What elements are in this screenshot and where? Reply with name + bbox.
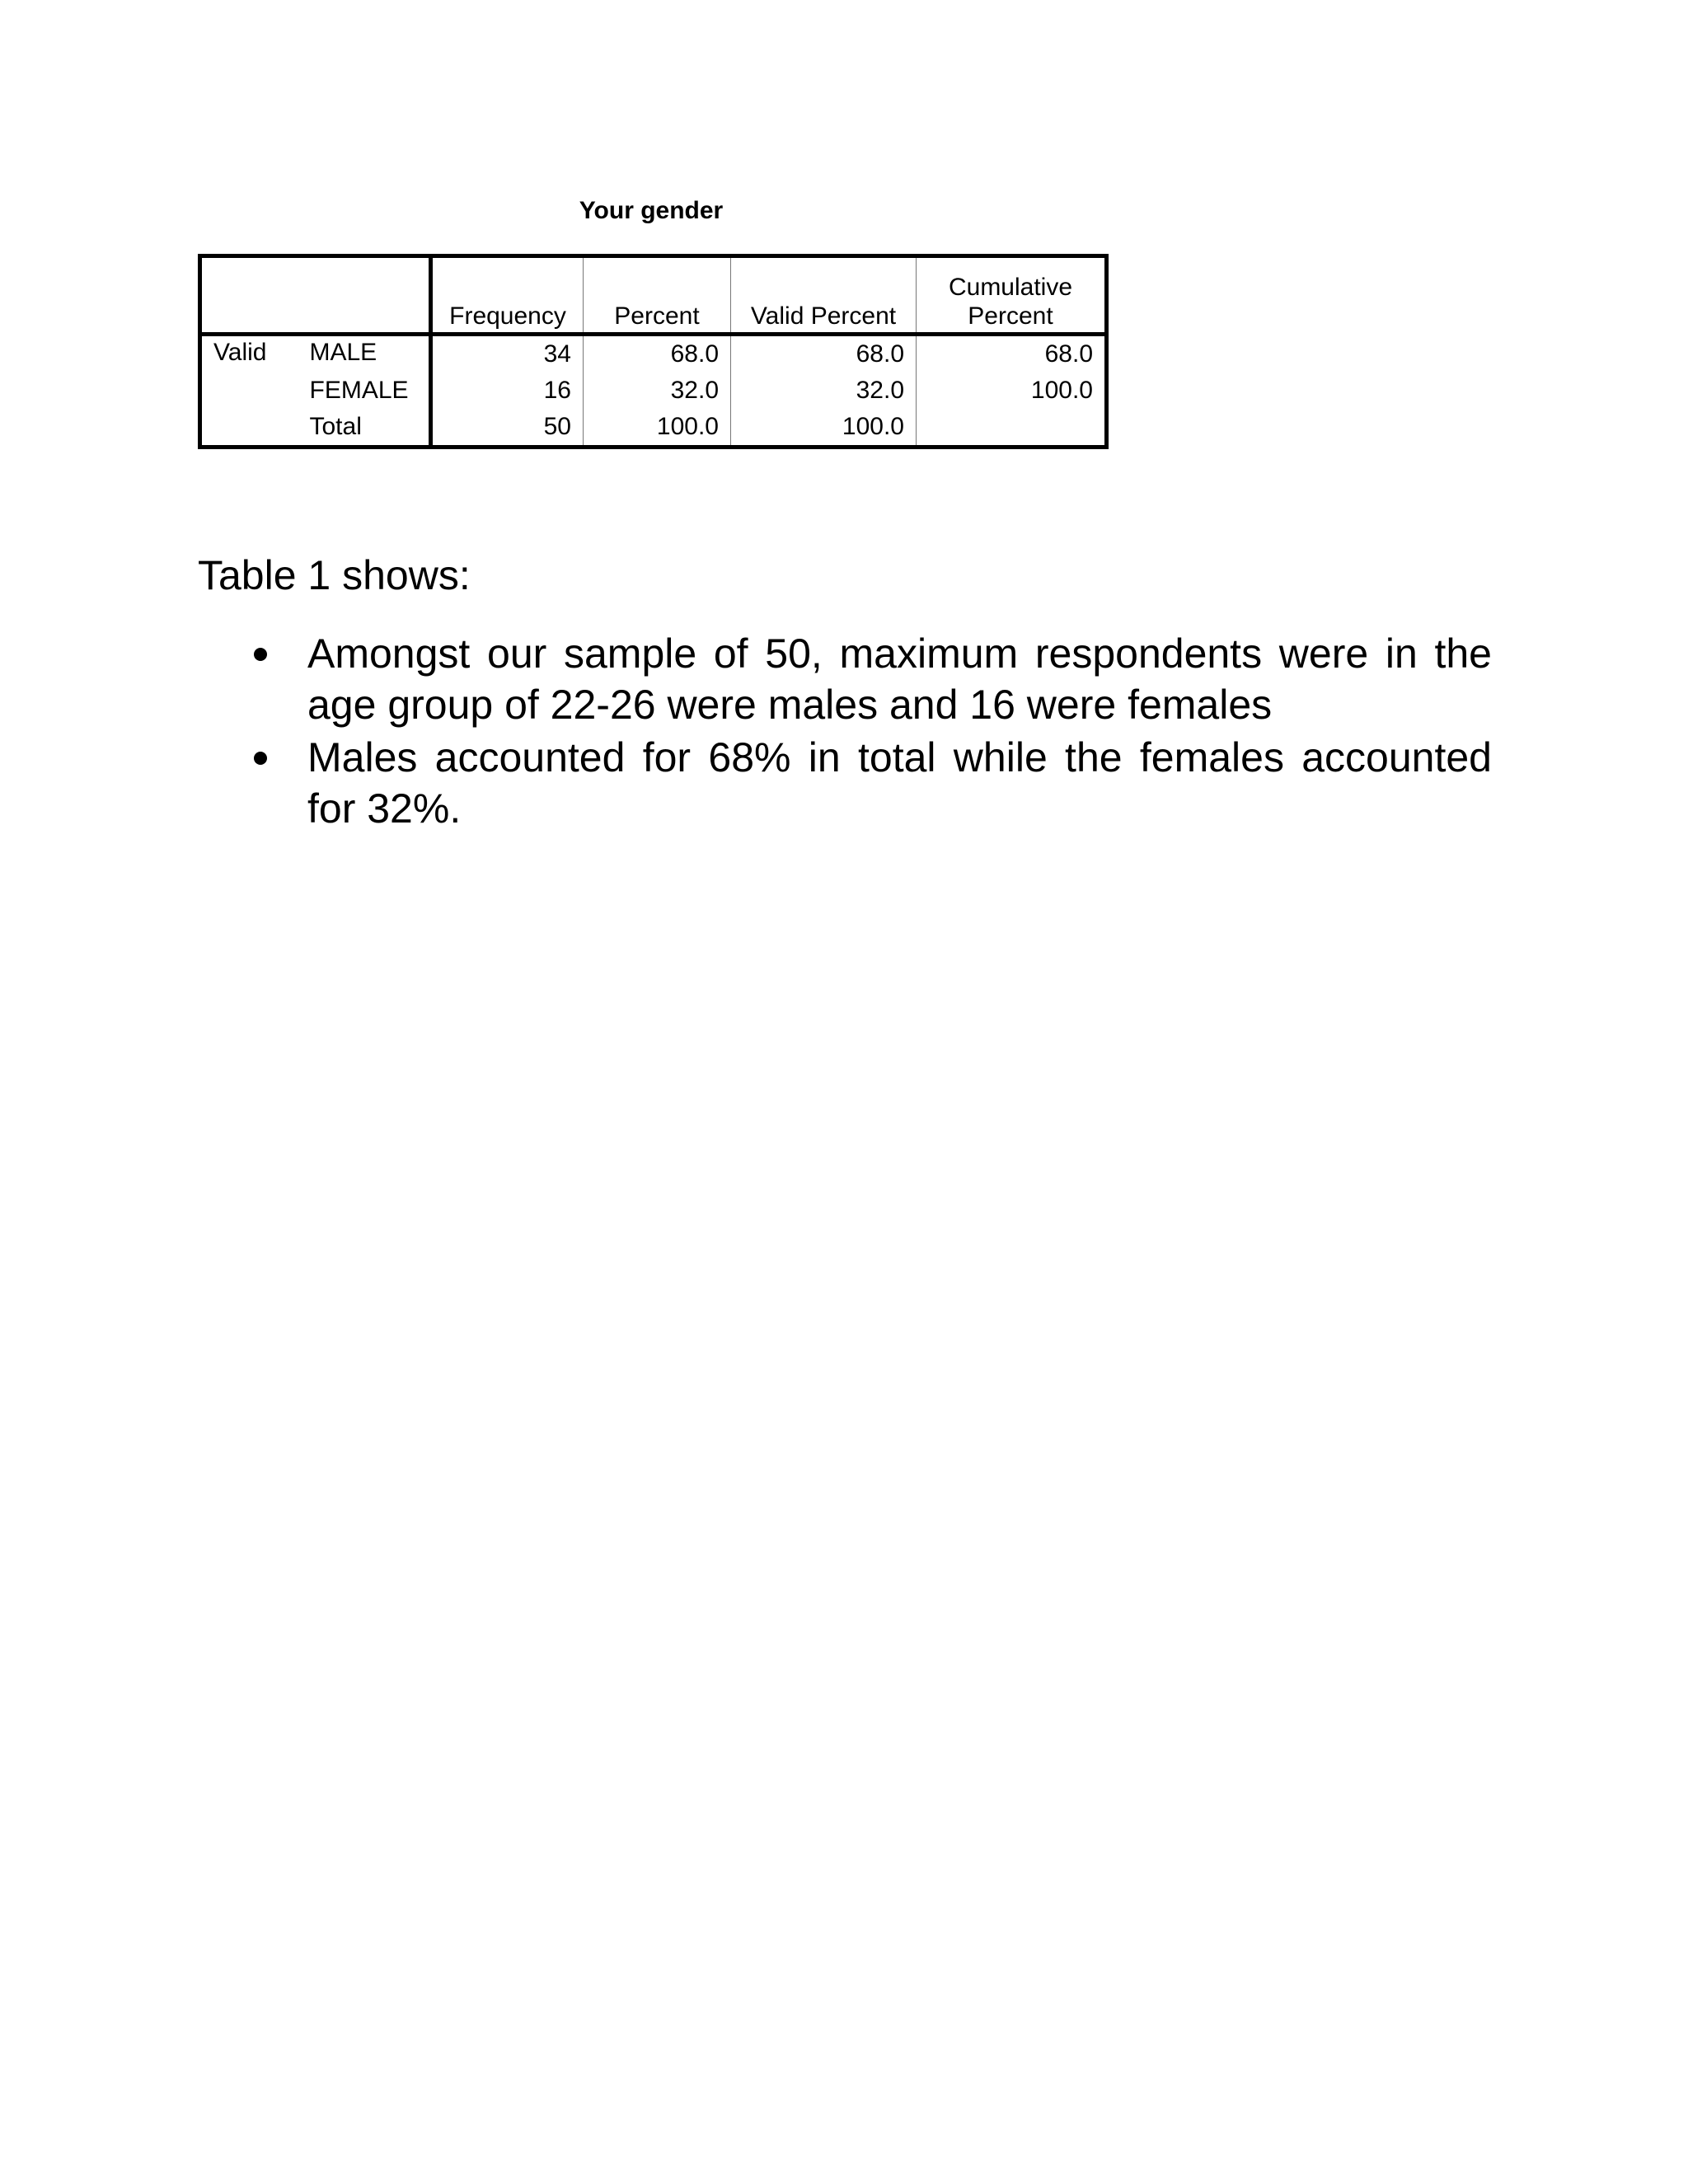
- header-cumulative-percent-text: Cumulative Percent: [948, 274, 1073, 330]
- cell-valid-percent: 32.0: [731, 373, 917, 409]
- row-group-label: Valid: [213, 339, 267, 366]
- list-item-text: Males accounted for 68% in total while the females accounted for 32%.: [307, 734, 1492, 832]
- cell-percent: 100.0: [584, 409, 731, 448]
- bullet-list: [198, 628, 1492, 836]
- cell-valid-percent: 68.0: [731, 335, 917, 373]
- table-header-row: [200, 256, 1107, 335]
- cell-frequency: 34: [431, 335, 584, 373]
- cell-frequency: 50: [431, 409, 584, 448]
- row-group-label-empty: [200, 409, 298, 448]
- header-valid-percent: Valid Percent: [731, 256, 917, 335]
- cell-cumulative-percent: 68.0: [917, 335, 1107, 373]
- table-title: Your gender: [579, 197, 724, 224]
- bullet-icon: [254, 648, 267, 661]
- header-blank-label: [298, 256, 431, 335]
- cell-valid-percent: 100.0: [731, 409, 917, 448]
- list-item: [198, 628, 1492, 730]
- cell-cumulative-percent: 100.0: [917, 373, 1107, 409]
- bullet-icon: [254, 752, 267, 765]
- header-blank-group: [200, 256, 298, 335]
- header-percent: Percent: [584, 256, 731, 335]
- cell-percent: 32.0: [584, 373, 731, 409]
- intro-text: Table 1 shows:: [198, 552, 471, 598]
- cell-cumulative-percent: [917, 409, 1107, 448]
- table-row: [200, 373, 1107, 409]
- row-label: FEMALE: [309, 377, 409, 404]
- cell-percent: 68.0: [584, 335, 731, 373]
- row-label: Total: [309, 413, 362, 440]
- row-label: MALE: [309, 339, 377, 366]
- frequency-table: [198, 254, 1109, 449]
- table-row: [200, 335, 1107, 373]
- header-frequency: Frequency: [431, 256, 584, 335]
- row-group-label-empty: [200, 373, 298, 409]
- header-cumulative-percent: [917, 256, 1107, 335]
- cell-frequency: 16: [431, 373, 584, 409]
- list-item: [198, 732, 1492, 834]
- list-item-text: Amongst our sample of 50, maximum respondents were in the age group of 22-26 were males and 16 were females: [307, 630, 1492, 728]
- table-row: [200, 409, 1107, 448]
